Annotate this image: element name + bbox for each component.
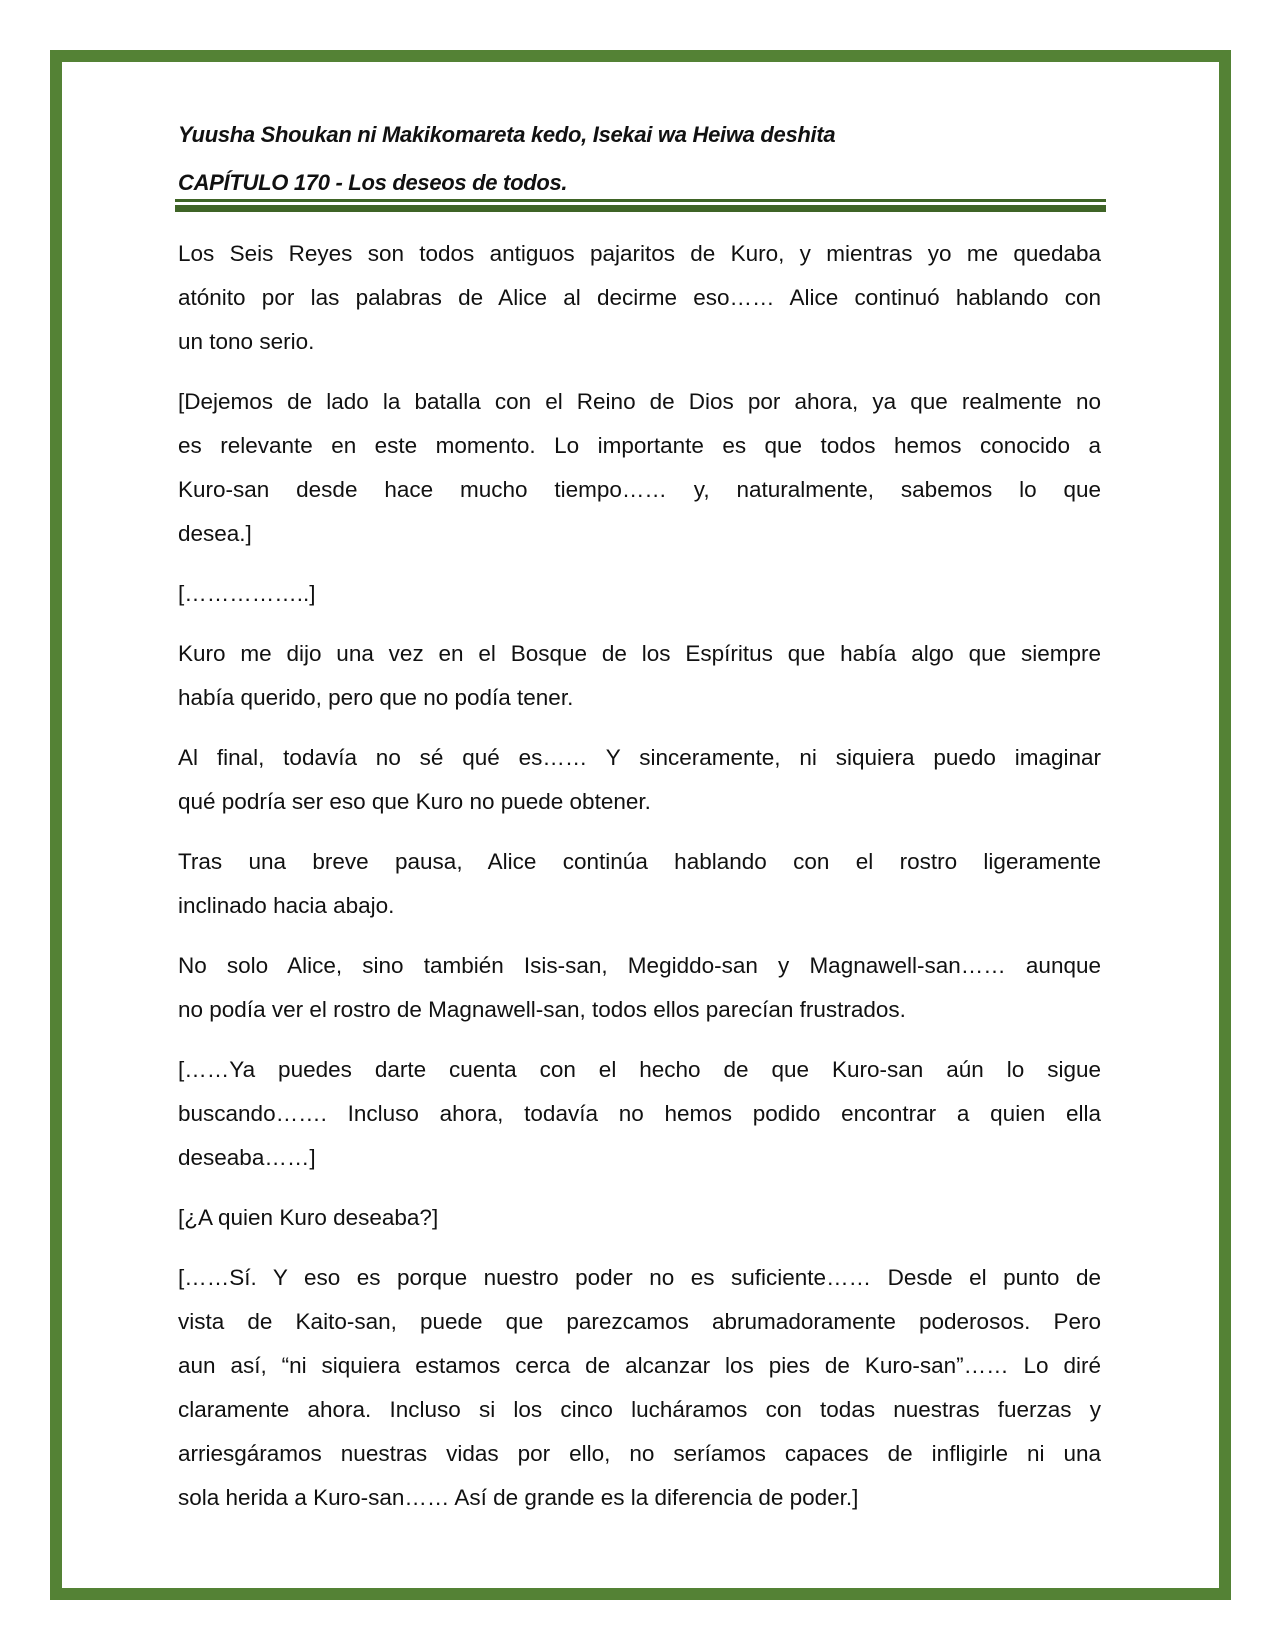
paragraph-line: Los Seis Reyes son todos antiguos pajaritos de Kuro, y mientras yo me quedaba [178, 241, 1101, 266]
paragraph-line: desea.] [178, 521, 252, 546]
paragraph [178, 1048, 1101, 1180]
series-title: Yuusha Shoukan ni Makikomareta kedo, Isekai wa Heiwa deshita [178, 122, 836, 147]
chapter-body [178, 232, 1101, 1536]
paragraph-line: había querido, pero que no podía tener. [178, 685, 574, 710]
paragraph [178, 1196, 1101, 1240]
paragraph-line: vista de Kaito-san, puede que parezcamos abrumadoramente poderosos. Pero [178, 1309, 1101, 1334]
paragraph-line: sola herida a Kuro-san…… Así de grande es la diferencia de poder.] [178, 1485, 859, 1510]
paragraph-line: [¿A quien Kuro deseaba?] [178, 1205, 439, 1230]
paragraph-line: [……Sí. Y eso es porque nuestro poder no es suficiente…… Desde el punto de [178, 1265, 1101, 1290]
paragraph-line: atónito por las palabras de Alice al decirme eso…… Alice continuó hablando con [178, 285, 1101, 310]
paragraph [178, 944, 1101, 1032]
paragraph-line: deseaba……] [178, 1145, 316, 1170]
paragraph [178, 1256, 1101, 1520]
paragraph-line: Al final, todavía no sé qué es…… Y sinceramente, ni siquiera puedo imaginar [178, 745, 1101, 770]
paragraph-line: un tono serio. [178, 329, 315, 354]
paragraph [178, 736, 1101, 824]
paragraph-line: Kuro me dijo una vez en el Bosque de los Espíritus que había algo que siempre [178, 641, 1101, 666]
paragraph-line: Tras una breve pausa, Alice continúa hablando con el rostro ligeramente [178, 849, 1101, 874]
paragraph-line: claramente ahora. Incluso si los cinco lucháramos con todas nuestras fuerzas y [178, 1397, 1101, 1422]
paragraph [178, 632, 1101, 720]
paragraph-line: es relevante en este momento. Lo importante es que todos hemos conocido a [178, 433, 1101, 458]
paragraph-line: [Dejemos de lado la batalla con el Reino de Dios por ahora, ya que realmente no [178, 389, 1101, 414]
paragraph-line: No solo Alice, sino también Isis-san, Megiddo-san y Magnawell-san…… aunque [178, 953, 1101, 978]
paragraph-line: Kuro-san desde hace mucho tiempo…… y, naturalmente, sabemos lo que [178, 477, 1101, 502]
header-rule-thin [175, 199, 1106, 202]
paragraph [178, 840, 1101, 928]
paragraph-line: [……Ya puedes darte cuenta con el hecho de que Kuro-san aún lo sigue [178, 1057, 1101, 1082]
chapter-title: CAPÍTULO 170 - Los deseos de todos. [178, 170, 568, 195]
paragraph [178, 232, 1101, 364]
paragraph-line: buscando……. Incluso ahora, todavía no hemos podido encontrar a quien ella [178, 1101, 1101, 1126]
paragraph [178, 572, 1101, 616]
paragraph-line: qué podría ser eso que Kuro no puede obtener. [178, 789, 651, 814]
paragraph-line: no podía ver el rostro de Magnawell-san, todos ellos parecían frustrados. [178, 997, 906, 1022]
header-rule-thick [175, 205, 1106, 212]
paragraph-line: inclinado hacia abajo. [178, 893, 395, 918]
paragraph-line: arriesgáramos nuestras vidas por ello, no seríamos capaces de infligirle ni una [178, 1441, 1101, 1466]
paragraph-line: [……………..] [178, 581, 316, 606]
paragraph-line: aun así, “ni siquiera estamos cerca de alcanzar los pies de Kuro-san”…… Lo diré [178, 1353, 1101, 1378]
paragraph [178, 380, 1101, 556]
